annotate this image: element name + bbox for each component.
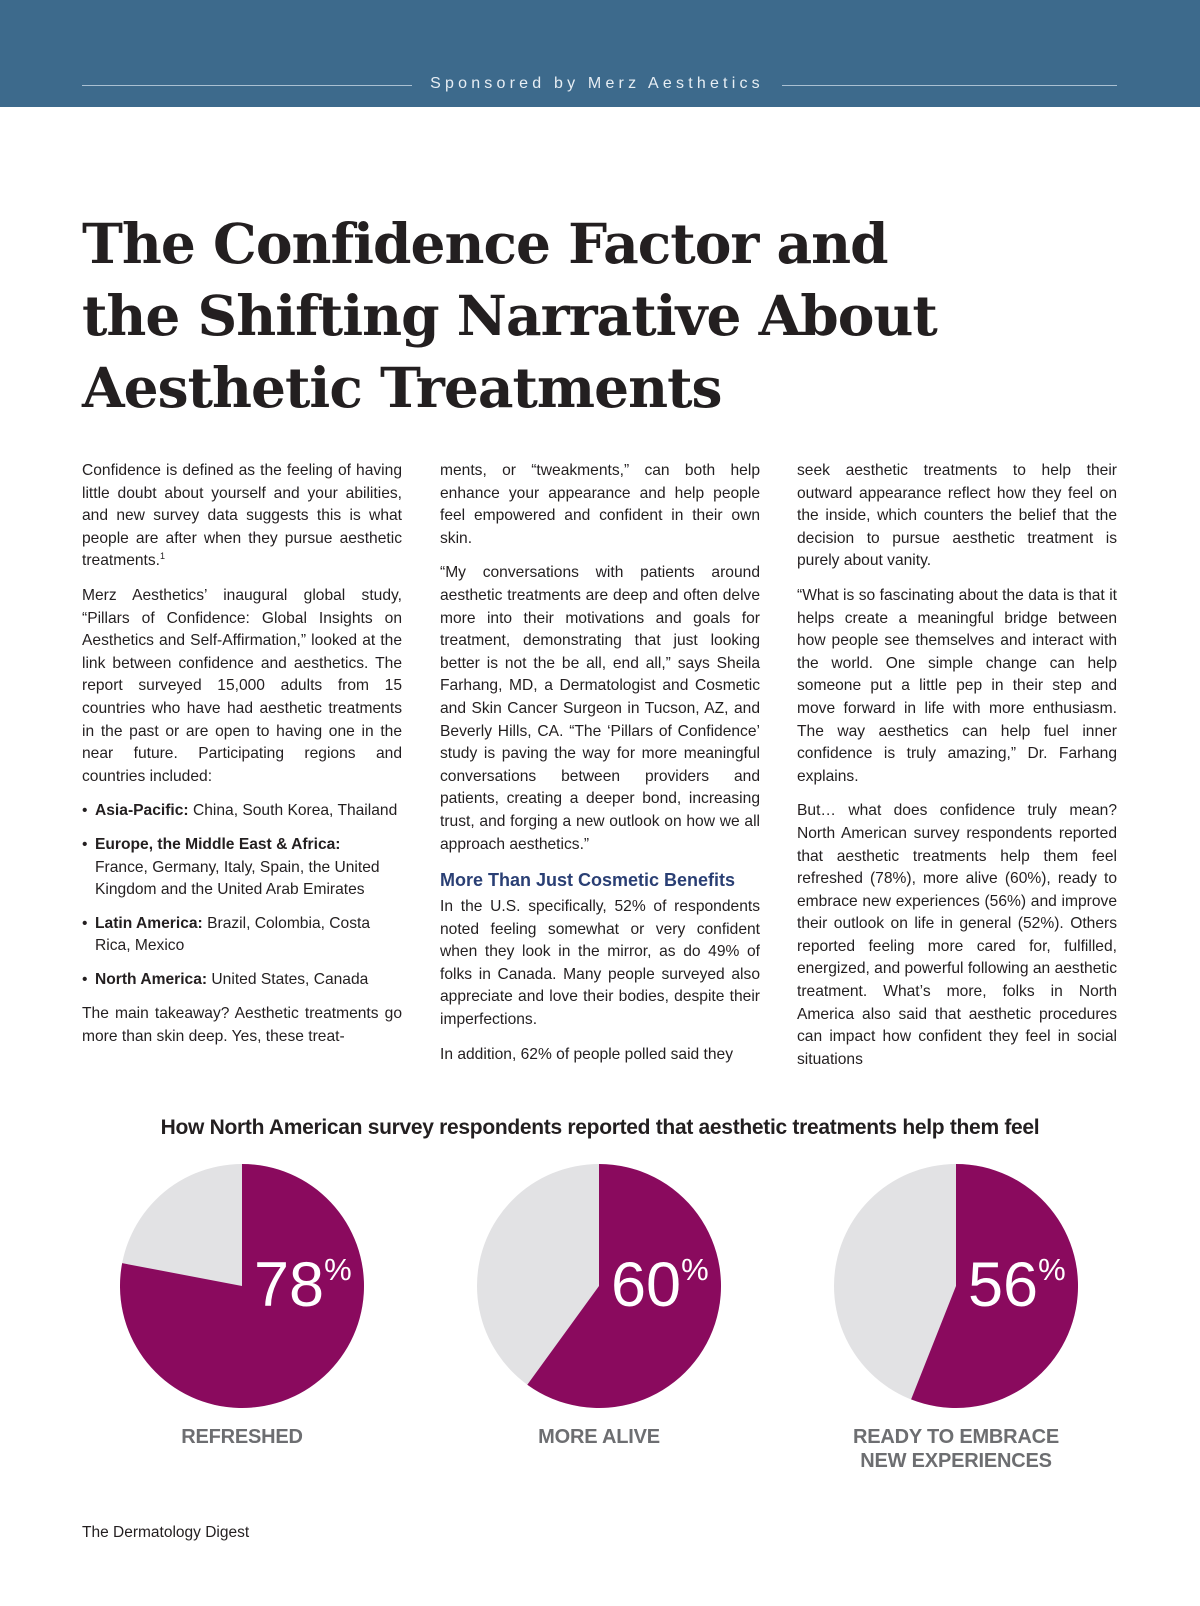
pie-value-number: 60 [611, 1250, 682, 1320]
region-countries: China, South Korea, Thailand [192, 802, 398, 820]
region-name: Latin America: [95, 914, 203, 932]
headline-line-2: the Shifting Narrative About [82, 283, 937, 348]
pie-category-label: REFRESHED [181, 1426, 303, 1448]
region-name: Europe, the Middle East & Africa: [95, 835, 341, 853]
pie-value-label [968, 1250, 1066, 1320]
list-item [82, 969, 402, 992]
paragraph: Merz Aesthetics’ inaugural global study, “Pillars of Confidence: Global Insights on Aesthetics and Self-Affirmation,” looked at the link between confidence and aesthetics. The report surveyed 15,000 adults from 15 countries who have had aesthetic treatments in the past or are open to having one in the near future. Participating regions and countries included: [82, 586, 402, 785]
region-name: Asia-Pacific: [95, 802, 189, 820]
paragraph: “What is so fascinating about the data is that it helps create a meaningful bridge between how people see themselves and interact with the world. One simple change can help someone put a little pep in their step and move forward in life with more enthusiasm. The way aesthetics can help fuel inner confidence is truly amazing,” Dr. Farhang explains. [797, 586, 1117, 785]
paragraph [82, 460, 402, 573]
sponsor-divider-left [82, 85, 412, 86]
bullet-icon: • [82, 914, 88, 932]
region-list [82, 800, 402, 991]
article-column-3 [797, 460, 1117, 1083]
bullet-icon: • [82, 970, 88, 988]
pie-value-label [254, 1250, 352, 1320]
list-item [82, 834, 402, 902]
reference-superscript: 1 [160, 551, 166, 562]
paragraph: ments, or “tweakments,” can both help enhance your appearance and help people feel empowered and confident in their own skin. [440, 462, 760, 547]
pie-value-label [611, 1250, 709, 1320]
article-column-2 [440, 460, 760, 1078]
article-column-1 [82, 460, 402, 1061]
paragraph: The main takeaway? Aesthetic treatments go more than skin deep. Yes, these treat- [82, 1005, 402, 1046]
label-line-2: NEW EXPERIENCES [860, 1450, 1052, 1472]
pie-value-number: 56 [968, 1250, 1039, 1320]
region-countries: Brazil, Colombia, Costa Rica, Mexico [95, 914, 371, 955]
percent-symbol: % [324, 1252, 352, 1287]
section-subheading: More Than Just Cosmetic Benefits [440, 870, 736, 891]
headline-line-3: Aesthetic Treatments [82, 355, 722, 420]
paragraph: But… what does confidence truly mean? North American survey respondents reported that aesthetic treatments help them feel refreshed (78%), more alive (60%), ready to embrace new experiences (56%) and improve their outlook on life in general (52%). Others reported feeling more cared for, fulfilled, energized, and powerful following an aesthetic treatment. What’s more, folks in North America also said that aesthetic procedures can impact how confident they feel in social situations [797, 802, 1117, 1068]
pie-chart-ready-to-embrace [834, 1164, 1078, 1408]
paragraph-text: Confidence is defined as the feeling of having little doubt about yourself and your abilities, and new survey data suggests this is what people are after when they pursue aesthetic treatments. [82, 462, 402, 570]
bullet-icon: • [82, 835, 88, 853]
pie-chart-more-alive [477, 1164, 721, 1408]
headline-line-1: The Confidence Factor and [82, 211, 888, 276]
label-line-1: READY TO EMBRACE [852, 1426, 1060, 1448]
paragraph: In addition, 62% of people polled said they [440, 1045, 734, 1063]
pie-chart-refreshed [120, 1164, 364, 1408]
sponsor-divider-right [782, 85, 1117, 86]
article-headline [82, 208, 1122, 424]
percent-symbol: % [1038, 1252, 1066, 1287]
pie-value-number: 78 [254, 1250, 325, 1320]
percent-symbol: % [681, 1252, 709, 1287]
chart-title: How North American survey respondents reported that aesthetic treatments help them feel [160, 1116, 1040, 1139]
publication-footer: The Dermatology Digest [82, 1524, 250, 1541]
region-countries: France, Germany, Italy, Spain, the United Kingdom and the United Arab Emirates [95, 858, 380, 899]
paragraph: In the U.S. specifically, 52% of respondents noted feeling somewhat or very confident when they look in the mirror, as do 49% of folks in Canada. Many people surveyed also appreciate and love their bodies, despite their imperfections. [440, 898, 760, 1029]
pie-category-label [806, 1425, 1106, 1473]
bullet-icon: • [82, 802, 88, 820]
sponsor-text: Sponsored by Merz Aesthetics [430, 75, 764, 92]
paragraph: seek aesthetic treatments to help their outward appearance reflect how they feel on the inside, which counters the belief that the decision to pursue aesthetic treatment is purely about vanity. [797, 462, 1117, 570]
list-item [82, 913, 402, 958]
region-name: North America: [95, 970, 208, 988]
region-countries: United States, Canada [211, 970, 369, 988]
paragraph: “My conversations with patients around aesthetic treatments are deep and often delve more into their motivations and goals for treatment, demonstrating that just looking better is not the be all, end all,” says Sheila Farhang, MD, a Dermatologist and Cosmetic and Skin Cancer Surgeon in Tucson, AZ, and Beverly Hills, CA. “The ‘Pillars of Confidence’ study is paving the way for more meaningful conversations between providers and patients, creating a deeper bond, increasing trust, and forging a new outlook on how we all approach aesthetics.” [440, 564, 760, 853]
list-item [82, 800, 402, 823]
pie-category-label: MORE ALIVE [538, 1426, 660, 1448]
